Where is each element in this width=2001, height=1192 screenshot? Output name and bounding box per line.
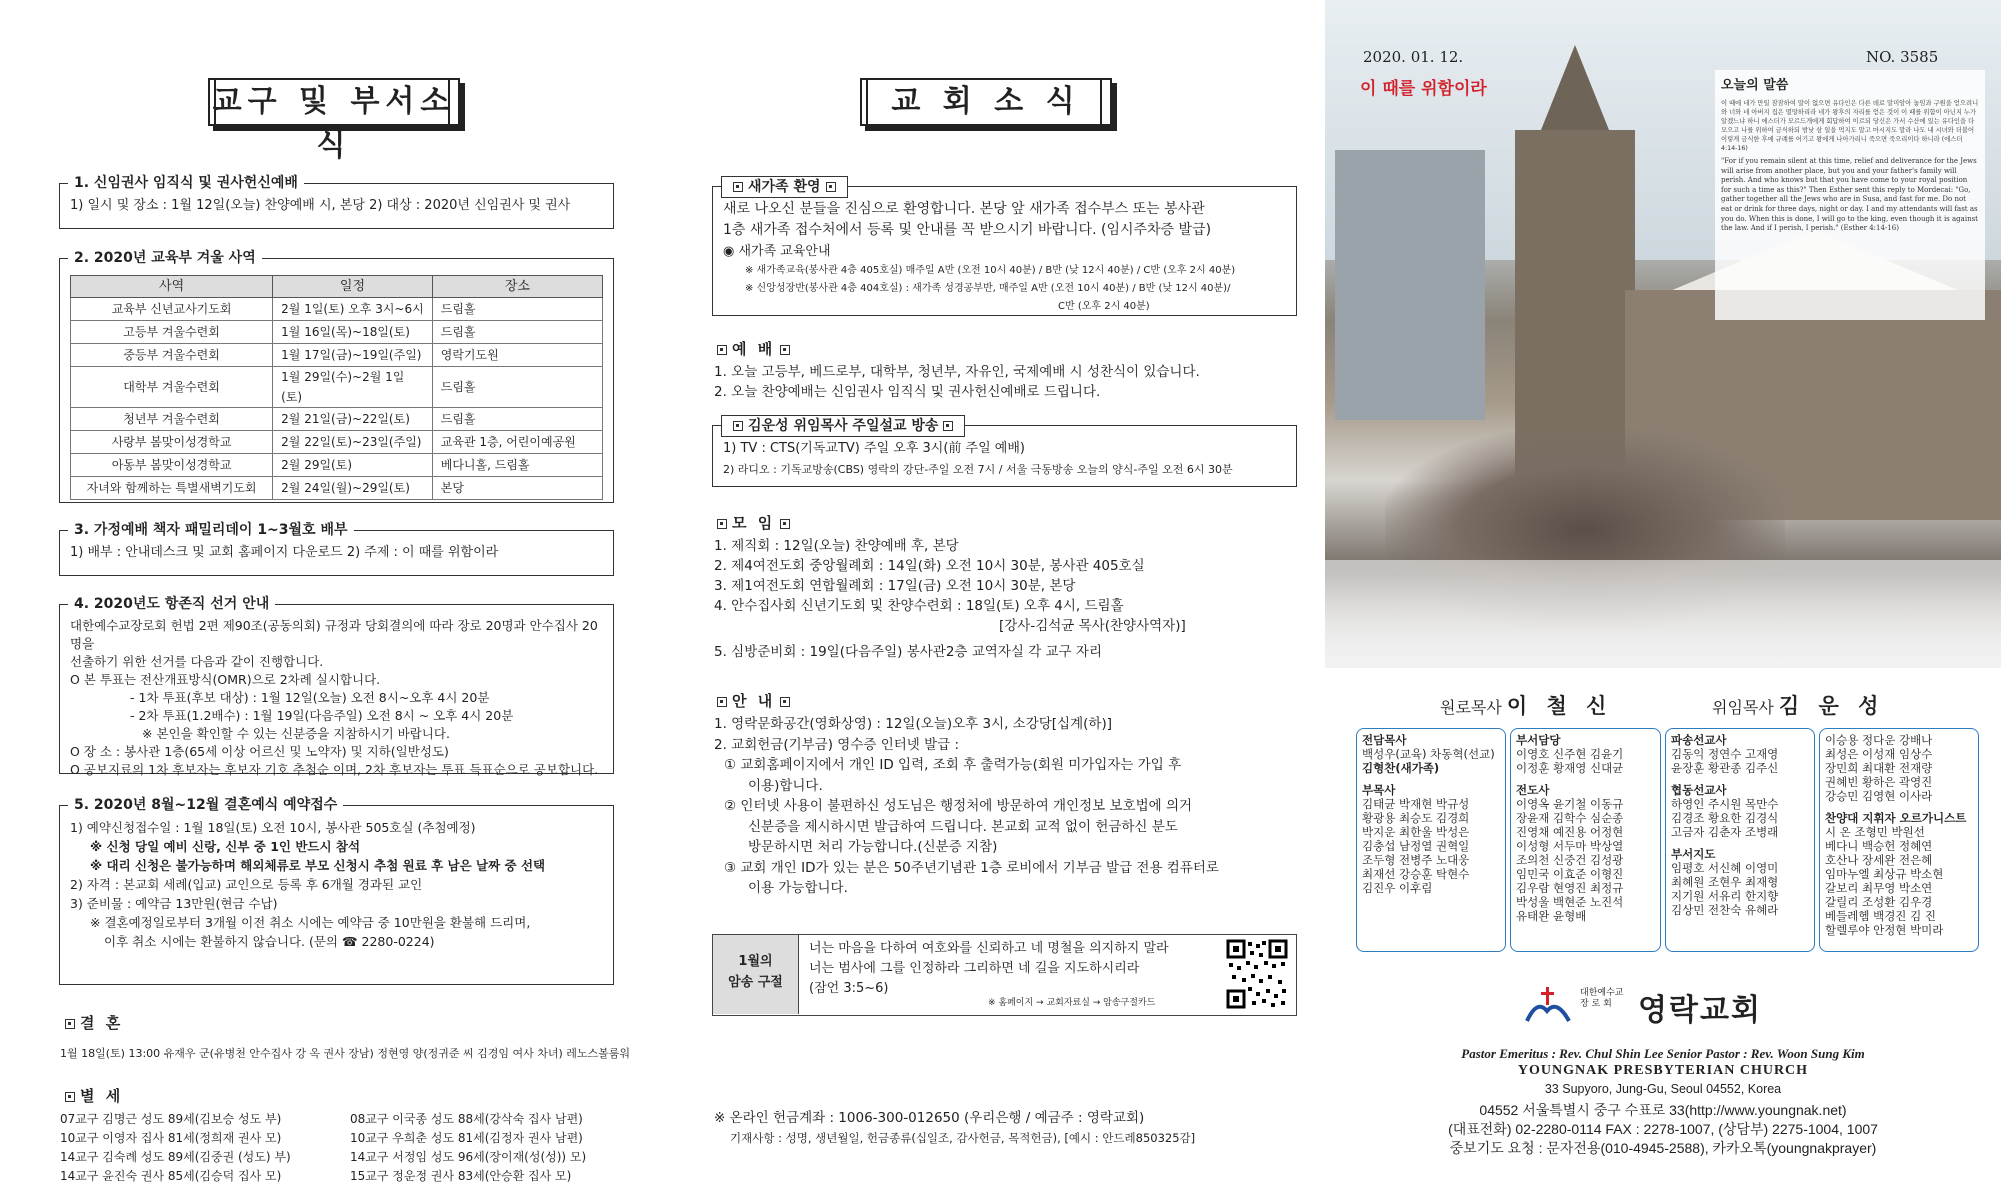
meeting-line: 1. 제직회 : 12일(오늘) 찬양예배 후, 본당	[714, 538, 959, 554]
section-election	[59, 596, 614, 777]
table-cell: 드림홀	[432, 367, 602, 408]
denomination-line: 장 로 회	[1580, 999, 1612, 1009]
table-cell: 2월 24일(월)~29일(토)	[273, 477, 433, 500]
staff-line: 이승용 정다운 강배나	[1825, 733, 1933, 747]
section-new-family	[712, 179, 1297, 316]
staff-line: 시 온 조형민 박원선	[1825, 825, 1925, 839]
notice-line: 2. 교회헌금(기부금) 영수증 인터넷 발급 :	[714, 736, 960, 753]
todays-word-english: "For if you remain silent at this time, relief and deliverance for the Jews will arise from another place, but you and your father's family will perish. And who knows but that you have come to your royal position for such a time as this?" Then Esther sent this reply to Mordecai: "Go, gather together all the Jews who are in Susa, and fast for me. Do not eat or drink for three days, night or day. I and my attendants will fast as you do. When this is done, I will go to the king, even though it is against the law. And if I perish, I perish." (Esther 4:14-16)	[1721, 157, 1978, 233]
table-cell: 교육부 신년교사기도회	[71, 298, 273, 321]
wedding-line: 1) 예약신청접수일 : 1월 18일(토) 오전 10시, 봉사관 505호실 (추첨예정)	[70, 820, 476, 835]
meeting-line: [강사-김석균 목사(찬양사역자)]	[999, 618, 1186, 634]
table-cell: 사랑부 봄맞이성경학교	[71, 431, 273, 454]
meeting-line: 2. 제4여전도회 중앙월례회 : 14일(화) 오전 10시 30분, 봉사관 405호실	[714, 558, 1145, 574]
photo-snow	[1325, 560, 2001, 668]
funeral-entry: 08교구 이국종 성도 88세(강삭숙 집사 남편)	[350, 1112, 583, 1126]
online-offering	[714, 1108, 1195, 1148]
wedding-line: ※ 결혼예정일로부터 3개월 이전 취소 시에는 예약금 중 10만원을 환불해 드리며,	[90, 915, 531, 930]
left-page	[0, 0, 660, 1192]
heading-label: 모 임	[732, 514, 776, 532]
staff-line: 부서지도	[1671, 847, 1716, 861]
wedding-line: 이후 취소 시에는 환불하지 않습니다. (문의 ☎ 2280-0224)	[104, 934, 435, 949]
staff-line: 이정훈 황재영 신대균	[1516, 761, 1624, 775]
verse-label-line: 암송 구절	[728, 975, 783, 990]
verse-line: (잠언 3:5~6)	[809, 981, 889, 996]
issue-theme: 이 때를 위함이라	[1360, 79, 1487, 99]
new-family-line: ※ 새가족교육(봉사관 4층 405호실) 매주일 A반 (오전 10시 40분) / B반 (낮 12시 40분) / C반 (오후 2시 40분)	[745, 265, 1236, 276]
table-cell: 2월 1일(토) 오후 3시~6시	[273, 298, 433, 321]
table-cell: 아동부 봄맞이성경학교	[71, 454, 273, 477]
staff-line: 황광용 최승도 김경희	[1362, 811, 1470, 825]
emeritus-pastor	[1440, 690, 1612, 720]
staff-line: 권혜빈 황하은 곽영진	[1825, 775, 1933, 789]
photo-building	[1335, 150, 1485, 420]
section-deaconess-ordination	[59, 175, 614, 229]
table-row	[71, 477, 603, 500]
staff-line: 임평호 서신혜 이영미	[1671, 861, 1779, 875]
table-header: 사역	[71, 276, 273, 298]
staff-column	[1510, 728, 1661, 952]
notice-line: 이용 가능합니다.	[748, 880, 848, 896]
funeral-heading	[60, 1085, 123, 1106]
square-bullet-icon	[65, 1092, 75, 1102]
notice-line: ① 교회홈페이지에서 개인 ID 입력, 조회 후 출력가능(회원 미가입자는 가입 후	[724, 757, 1182, 773]
middle-page-title: 교 회 소 식	[860, 78, 1112, 126]
square-bullet-icon	[717, 697, 727, 707]
pastor-name: 김 운 성	[1778, 694, 1885, 718]
verse-note: ※ 홈페이지 → 교회자료실 → 암송구절카드	[988, 998, 1156, 1008]
table-cell: 1월 29일(수)~2월 1일(토)	[273, 367, 433, 408]
staff-line: 고금자 김춘자 조병래	[1671, 825, 1779, 839]
election-line: - 1차 투표(후보 대상) : 1월 12일(오늘) 오전 8시~오후 4시 20분	[130, 690, 490, 705]
verse-label	[713, 935, 799, 1014]
section-title	[721, 415, 965, 437]
meeting-line: 4. 안수집사회 신년기도회 및 찬양수련회 : 18일(토) 오후 4시, 드림홀	[714, 598, 1124, 614]
table-row	[71, 367, 603, 408]
election-line: 선출하기 위한 선거를 다음과 같이 진행합니다.	[70, 654, 324, 669]
staff-column	[1819, 728, 1979, 952]
staff-line: 찬양대 지휘자 오르가니스트	[1825, 811, 1967, 825]
pastor-label: 원로목사	[1440, 698, 1502, 717]
section-title	[721, 176, 848, 198]
senior-pastor	[1712, 690, 1884, 720]
staff-line: 이영호 신주현 김윤기	[1516, 747, 1624, 761]
table-row	[71, 408, 603, 431]
staff-column	[1356, 728, 1506, 952]
schedule-table	[70, 275, 603, 500]
notice-line: 신분증을 제시하시면 발급하여 드립니다. 본교회 교적 없이 헌금하신 분도	[748, 818, 1178, 835]
section-title: 3. 가정예배 책자 패밀리데이 1~3월호 배부	[68, 520, 354, 540]
staff-line: 전담목사	[1362, 733, 1407, 747]
new-family-line: C반 (오후 2시 40분)	[1058, 301, 1150, 312]
table-cell: 1월 17일(금)~19일(주일)	[273, 344, 433, 367]
meeting-heading	[712, 512, 795, 533]
list-item	[60, 1148, 640, 1167]
election-line: O 장 소 : 봉사관 1층(65세 이상 어르신 및 노약자) 및 지하(일반성도)	[70, 744, 449, 759]
section-title: 4. 2020년도 항존직 선거 안내	[68, 594, 275, 614]
square-bullet-icon	[780, 519, 790, 529]
table-cell: 베다니홀, 드림홀	[432, 454, 602, 477]
staff-line	[1671, 839, 1809, 847]
todays-word-korean: 이 때에 네가 만일 잠잠하여 말이 없으면 유다인은 다른 데로 말미암아 놓임과 구원을 얻으려니와 너와 네 아버지 집은 멸망하리라 네가 왕후의 자리를 얻은 것이 이 때를 위함이 아닌지 누가 알겠느냐 하니 에스더가 모르드개에게 회답하여 이르되 당신은 가서 수산에 있는 유다인을 다 모으고 나를 위하여 금식하되 밤낮 삼 일을 먹지도 말고 마시지도 말라 나도 내 시녀와 더불어 이렇게 금식한 후에 규례를 어기고 왕에게 나아가리니 죽으면 죽으리이다 하니라 (에스더 4:14-16)	[1721, 100, 1979, 152]
table-header-row	[71, 276, 603, 298]
staff-line: 김동익 정연수 고재영	[1671, 747, 1779, 761]
staff-line: 이영옥 윤기철 이동규	[1516, 797, 1624, 811]
schedule-body	[71, 298, 603, 500]
table-cell: 본당	[432, 477, 602, 500]
denomination	[1580, 988, 1623, 1010]
meeting-list	[714, 536, 1186, 662]
staff-line: 유태완 윤형배	[1516, 909, 1587, 923]
staff-line: 진영채 예진용 어정현	[1516, 825, 1624, 839]
staff-line: 박지운 최한울 박성은	[1362, 825, 1470, 839]
table-cell: 드림홀	[432, 298, 602, 321]
staff-line	[1825, 803, 1973, 811]
staff-line: 지기원 서유리 한지향	[1671, 889, 1779, 903]
table-row	[71, 454, 603, 477]
qr-code-icon[interactable]	[1226, 939, 1288, 1009]
staff-line: 김상민 전찬숙 유혜라	[1671, 903, 1779, 917]
square-bullet-icon	[65, 1019, 75, 1029]
wedding-text: 1월 18일(토) 13:00 유재우 군(유병천 안수집사 강 옥 권사 장남) 정현영 양(정귀준 씨 김경임 여사 차녀) 레노스볼룸워	[60, 1047, 631, 1060]
new-family-line: 새로 나오신 분들을 진심으로 환영합니다. 본당 앞 새가족 접수부스 또는 봉사관	[723, 201, 1205, 217]
staff-line: 조두형 전병주 노대웅	[1362, 853, 1470, 867]
staff-line: 호산나 장세완 전은혜	[1825, 853, 1933, 867]
staff-line: 갈보리 최무영 박소연	[1825, 881, 1933, 895]
election-line: O 공보지료의 1차 후보자는 후보자 기호 추첨순 이며, 2차 후보자는 투표 득표순으로 공보합니다.	[70, 762, 599, 777]
todays-word-title: 오늘의 말씀	[1721, 78, 1789, 93]
square-bullet-icon	[780, 345, 790, 355]
table-cell: 중등부 겨울수련회	[71, 344, 273, 367]
pastor-name: 이 철 신	[1506, 694, 1613, 718]
staff-line	[1671, 775, 1809, 783]
staff-column	[1665, 728, 1815, 952]
election-line: - 2차 투표(1.2배수) : 1월 19일(다음주일) 오전 8시 ~ 오후 4시 20분	[130, 708, 514, 723]
new-family-line: 1층 새가족 접수처에서 등록 및 안내를 꼭 받으시기 바랍니다. (임시주차증 발급)	[723, 222, 1212, 238]
staff-line: 백성우(교육) 차동혁(선교)	[1362, 747, 1495, 761]
broadcast-line: 2) 라디오 : 기독교방송(CBS) 영락의 강단-주일 오전 7시 / 서울 극동방송 오늘의 양식-주일 오전 6시 30분	[723, 463, 1233, 476]
notice-line: 방문하시면 처리 가능합니다.(신분증 지참)	[748, 839, 998, 855]
staff-line: 장윤재 김학수 심순종	[1516, 811, 1624, 825]
notice-line: 1. 영락문화공간(영화상영) : 12일(오늘)오후 3시, 소강당[십계(하)]	[714, 716, 1112, 732]
wedding-line: 2) 자격 : 본교회 세례(입교) 교인으로 등록 후 6개월 경과된 교인	[70, 877, 423, 892]
address-ko: 04552 서울특별시 중구 수표로 33(http://www.youngnak.net)	[1479, 1102, 1847, 1118]
worship-line: 1. 오늘 고등부, 베드로부, 대학부, 청년부, 자유인, 국제예배 시 성찬식이 있습니다.	[714, 364, 1200, 380]
staff-line: 김태균 박재현 박규성	[1362, 797, 1470, 811]
funeral-entry: 07교구 김명근 성도 89세(김보승 성도 부)	[60, 1112, 282, 1126]
worship-line: 2. 오늘 찬양예배는 신임권사 임직식 및 권사헌신예배로 드립니다.	[714, 384, 1101, 400]
section-title: 5. 2020년 8월~12월 결혼예식 예약접수	[68, 795, 343, 815]
address-en: 33 Supyoro, Jung-Gu, Seoul 04552, Korea	[1544, 1082, 1782, 1096]
staff-line	[1362, 775, 1500, 783]
election-line: 대한예수교장로회 헌법 2편 제90조(공동의회) 규정과 당회결의에 따라 장로 20명과 안수집사 20명을	[70, 618, 598, 651]
verse-box	[712, 934, 1297, 1016]
table-cell: 고등부 겨울수련회	[71, 321, 273, 344]
online-offering-line: 기재사항 : 성명, 생년월일, 헌금종류(십일조, 감사헌금, 목적헌금), [예시 : 안드레850325감]	[730, 1131, 1196, 1145]
square-bullet-icon	[717, 519, 727, 529]
staff-line: 강승민 김영현 이사라	[1825, 789, 1933, 803]
funeral-entry: 14교구 서정임 성도 96세(장이재(성(성)) 모)	[350, 1150, 587, 1164]
staff-line: 전도사	[1516, 783, 1550, 797]
staff-line: 부목사	[1362, 783, 1396, 797]
staff-line: 조의천 신중건 김성광	[1516, 853, 1624, 867]
section-text: 1) 일시 및 장소 : 1월 12일(오늘) 찬양예배 시, 본당 2) 대상 : 2020년 신임권사 및 권사	[70, 198, 571, 213]
denomination-line: 대한예수교	[1580, 988, 1624, 998]
staff-line: 베들레헴 백경진 김 진	[1825, 909, 1936, 923]
staff-line: 박성울 백현준 노진석	[1516, 895, 1624, 909]
square-bullet-icon	[943, 421, 953, 431]
title-label: 새가족 환영	[748, 179, 821, 195]
table-row	[71, 344, 603, 367]
table-cell: 청년부 겨울수련회	[71, 408, 273, 431]
table-row	[71, 431, 603, 454]
table-cell: 2월 21일(금)~22일(토)	[273, 408, 433, 431]
staff-line: 임민국 이효준 이형진	[1516, 867, 1624, 881]
new-family-line: ※ 신앙성장반(봉사관 4층 404호실) : 새가족 성경공부반, 매주일 A반 (오전 10시 40분) / B반 (낮 12시 40분)/	[745, 283, 1231, 294]
staff-line: 김우람 현영진 최정규	[1516, 881, 1624, 895]
staff-line: 갈릴리 조성환 김우경	[1825, 895, 1933, 909]
staff-line: 김진우 이후림	[1362, 881, 1433, 895]
staff-line: 할렐루야 안정현 박미라	[1825, 923, 1944, 937]
heading-label: 안 내	[732, 692, 776, 710]
staff-line: 윤장훈 황관종 김주신	[1671, 761, 1779, 775]
table-cell: 드림홀	[432, 321, 602, 344]
table-cell: 2월 22일(토)~23일(주일)	[273, 431, 433, 454]
square-bullet-icon	[733, 421, 743, 431]
table-cell: 2월 29일(토)	[273, 454, 433, 477]
church-logo-icon	[1523, 985, 1573, 1029]
funeral-entry: 14교구 김숙례 성도 89세(김중권 (성도) 부)	[60, 1150, 291, 1164]
square-bullet-icon	[826, 182, 836, 192]
wedding-line: ※ 신청 당일 예비 신랑, 신부 중 1인 반드시 참석	[90, 839, 361, 854]
pastor-line: Pastor Emeritus : Rev. Chul Shin Lee Senior Pastor : Rev. Woon Sung Kim	[1461, 1046, 1865, 1061]
staff-line: 김충섭 남정열 권혁일	[1362, 839, 1470, 853]
left-page-title: 교구 및 부서소식	[208, 78, 460, 126]
notice-line: 이용)합니다.	[748, 777, 823, 794]
table-header: 일정	[273, 276, 433, 298]
staff-line: 최성은 이성재 임상수	[1825, 747, 1933, 761]
table-cell: 영락기도원	[432, 344, 602, 367]
staff-line: 장민희 최대환 전재량	[1825, 761, 1933, 775]
staff-line: 협동선교사	[1671, 783, 1727, 797]
table-cell: 교육관 1층, 어린이예공원	[432, 431, 602, 454]
new-family-line: ◉ 새가족 교육안내	[723, 244, 831, 259]
middle-page	[692, 0, 1332, 1192]
issue-number: NO. 3585	[1866, 48, 1939, 66]
table-header: 장소	[432, 276, 602, 298]
staff-line: 베다니 백승헌 정혜연	[1825, 839, 1933, 853]
notice-list	[714, 714, 1219, 899]
section-winter-ministry	[59, 250, 614, 503]
square-bullet-icon	[717, 345, 727, 355]
meeting-line: 3. 제1여전도회 연합월례회 : 17일(금) 오전 10시 30분, 본당	[714, 578, 1076, 594]
wedding-line: ※ 대리 신청은 불가능하며 해외체류로 부모 신청시 추첨 원료 후 남은 날짜 중 선택	[90, 858, 546, 873]
todays-word	[1715, 70, 1985, 320]
staff-line: 부서담당	[1516, 733, 1561, 747]
table-cell: 1월 16일(목)~18일(토)	[273, 321, 433, 344]
staff-line: 임마누엘 최상규 박소현	[1825, 867, 1944, 881]
table-cell: 대학부 겨울수련회	[71, 367, 273, 408]
section-family-worship	[59, 522, 614, 576]
prayer-request: 중보기도 요청 : 문자전용(010-4945-2588), 카카오톡(youngnakprayer)	[1449, 1140, 1877, 1156]
broadcast-line: 1) TV : CTS(기독교TV) 주일 오후 3시(前 주일 예배)	[723, 441, 1025, 456]
church-english-name: YOUNGNAK PRESBYTERIAN CHURCH	[1517, 1063, 1809, 1078]
worship-list	[714, 362, 1200, 402]
staff-directory	[1356, 728, 1979, 952]
issue-date: 2020. 01. 12.	[1363, 48, 1464, 66]
staff-line: 김형찬(새가족)	[1362, 761, 1440, 775]
heading-label: 예 배	[732, 340, 776, 358]
funeral-list	[60, 1110, 640, 1186]
staff-line: 이성형 서두마 박상열	[1516, 839, 1624, 853]
section-wedding-reservation	[59, 797, 614, 985]
square-bullet-icon	[780, 697, 790, 707]
section-broadcast	[712, 418, 1297, 487]
staff-line: 하영인 주시원 목만수	[1671, 797, 1779, 811]
list-item	[60, 1129, 640, 1148]
worship-heading	[712, 338, 795, 359]
heading-label: 별 세	[80, 1087, 124, 1105]
staff-line: 최혜원 조현우 최재형	[1671, 875, 1779, 889]
notice-heading	[712, 690, 795, 711]
staff-line: 최재선 강승훈 탁현수	[1362, 867, 1470, 881]
funeral-entry: 10교구 이영자 집사 81세(정희재 권사 모)	[60, 1131, 282, 1145]
online-offering-line: ※ 온라인 헌금계좌 : 1006-300-012650 (우리은행 / 예금주 : 영락교회)	[714, 1110, 1145, 1126]
table-row	[71, 298, 603, 321]
church-name: 영락교회	[1638, 993, 1762, 1028]
verse-line: 너는 마음을 다하여 여호와를 신뢰하고 네 명철을 의지하지 말라	[809, 941, 1169, 956]
list-item	[60, 1110, 640, 1129]
section-title: 2. 2020년 교육부 겨울 사역	[68, 248, 262, 268]
verse-text	[809, 939, 1169, 999]
funeral-entry: 10교구 우희춘 성도 81세(김정자 권사 남편)	[350, 1131, 583, 1145]
section-title: 1. 신임권사 임직식 및 권사헌신예배	[68, 173, 304, 193]
funeral-entry: 15교구 정운정 권사 83세(안승환 집사 모)	[350, 1169, 572, 1183]
staff-line: 김경조 황요한 김경식	[1671, 811, 1779, 825]
meeting-line: 5. 심방준비회 : 19일(다음주일) 봉사관2층 교역자실 각 교구 자리	[714, 644, 1103, 660]
table-row	[71, 321, 603, 344]
wedding-heading	[60, 1012, 123, 1033]
staff-line	[1516, 775, 1655, 783]
election-line: ※ 본인을 확인할 수 있는 신분증을 지참하시기 바랍니다.	[142, 726, 450, 741]
title-label: 김운성 위임목사 주일설교 방송	[748, 418, 939, 434]
table-cell: 드림홀	[432, 408, 602, 431]
wedding-line: 3) 준비물 : 예약금 13만원(현금 수납)	[70, 896, 278, 911]
election-line: O 본 투표는 전산개표방식(OMR)으로 2차례 실시합니다.	[70, 672, 381, 687]
funeral-entry: 14교구 윤진숙 권사 85세(김승덕 집사 모)	[60, 1169, 282, 1183]
contact-phone: (대표전화) 02-2280-0114 FAX : 2278-1007, (상담부) 2275-1004, 1007	[1448, 1121, 1878, 1137]
staff-line: 파송선교사	[1671, 733, 1727, 747]
notice-line: ③ 교회 개인 ID가 있는 분은 50주년기념관 1층 로비에서 기부금 발급 전용 컴퓨터로	[724, 859, 1219, 876]
list-item	[60, 1167, 640, 1186]
verse-line: 너는 범사에 그를 인정하라 그리하면 네 길을 지도하시리라	[809, 961, 1140, 976]
pastor-label: 위임목사	[1712, 698, 1774, 717]
table-cell: 자녀와 함께하는 특별새벽기도회	[71, 477, 273, 500]
square-bullet-icon	[733, 182, 743, 192]
section-text: 1) 배부 : 안내데스크 및 교회 홈페이지 다운로드 2) 주제 : 이 때를 위함이라	[70, 545, 499, 560]
notice-line: ② 인터넷 사용이 불편하신 성도님은 행정처에 방문하여 개인정보 보호법에 의거	[724, 798, 1193, 814]
heading-label: 결 혼	[80, 1014, 124, 1032]
verse-label-line: 1월의	[738, 954, 773, 969]
